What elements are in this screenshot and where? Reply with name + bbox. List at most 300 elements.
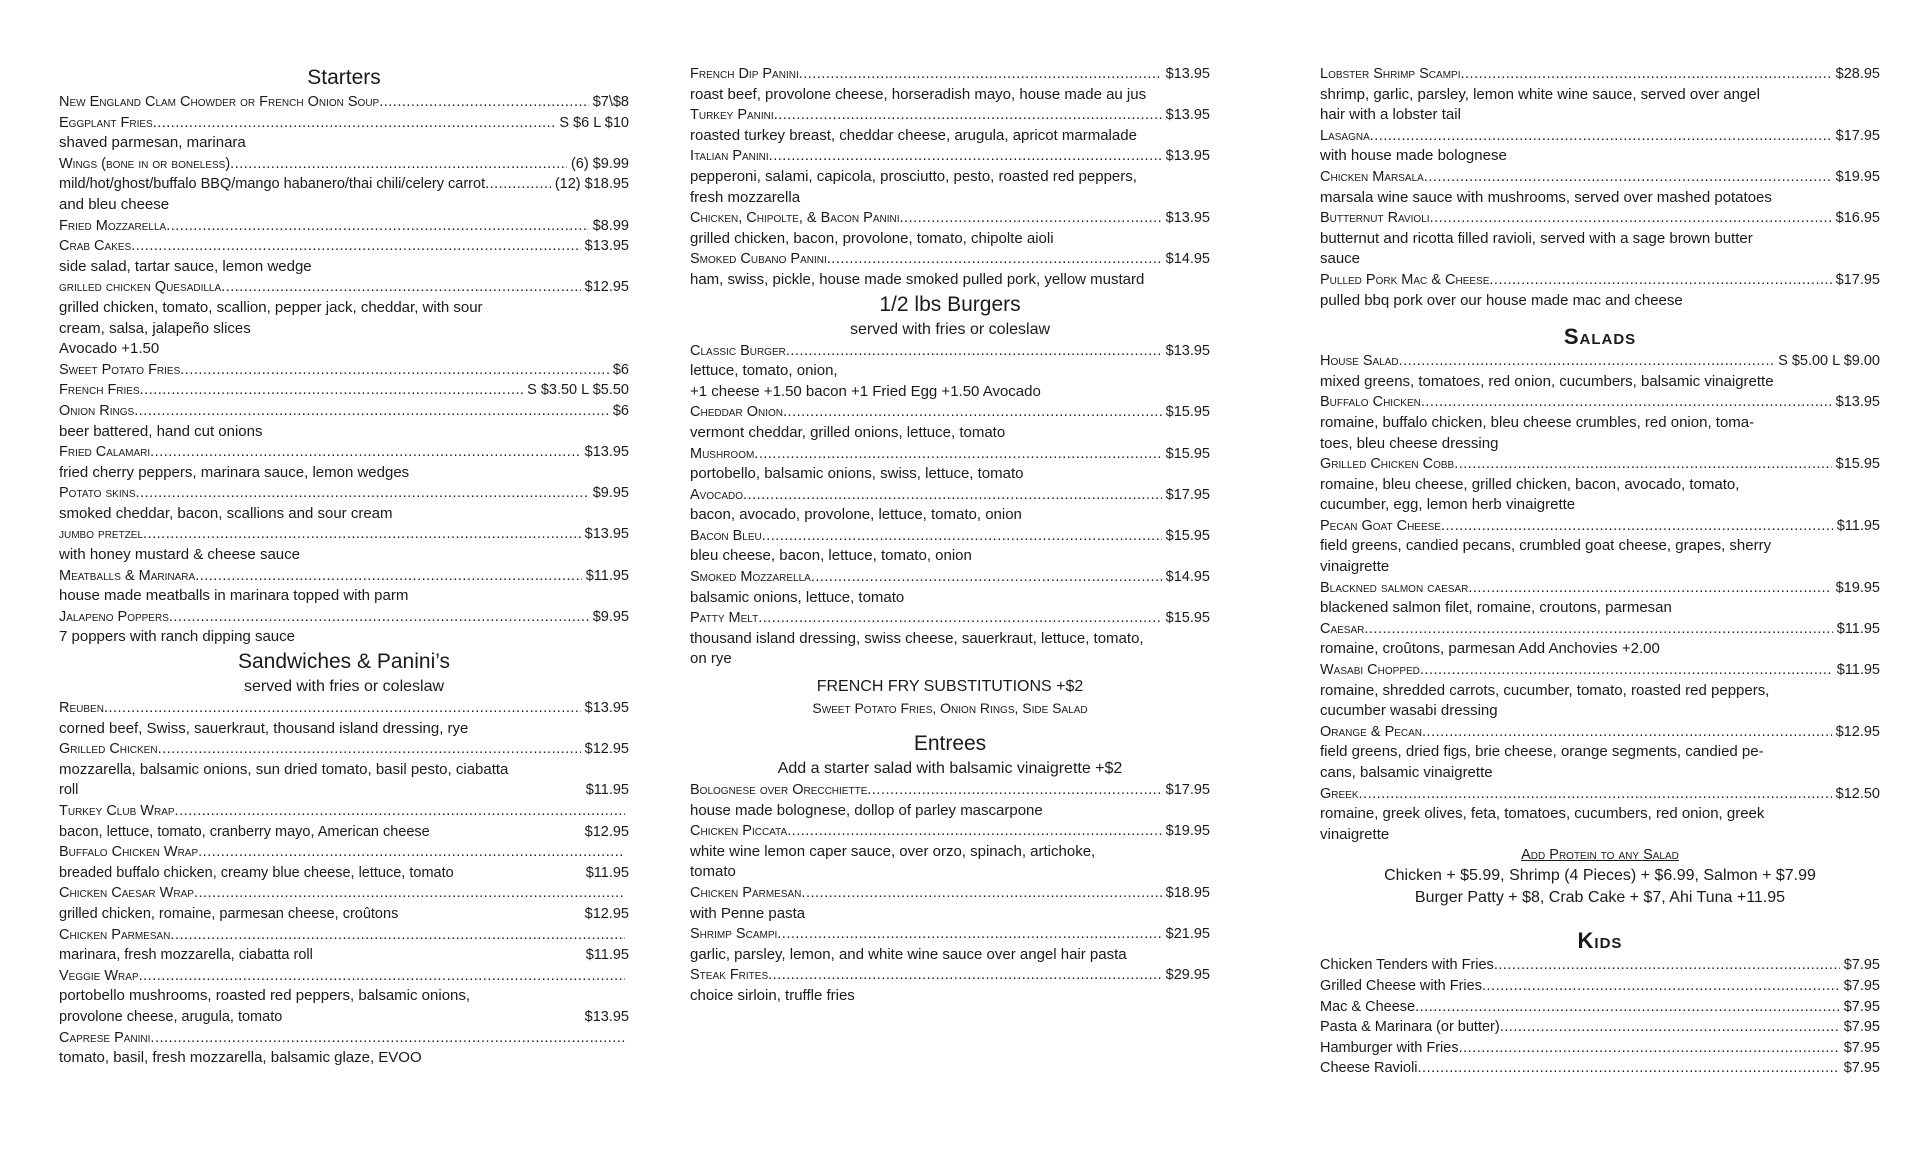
item-price: $14.95 [1165,251,1210,268]
item-price: $17.95 [1165,486,1210,503]
item-description: vinaigrette [1320,825,1390,843]
item-price: $21.95 [1165,926,1210,943]
leader-dots [175,801,625,822]
menu-item [690,208,1210,229]
item-name: Jalapeno Poppers [59,608,169,625]
item-price: $6 [612,402,629,419]
leader-dots [140,380,524,401]
item-name: mild/hot/ghost/buffalo BBQ/mango habanero/thai chili/celery carrot [59,176,486,193]
menu-item [59,863,629,884]
leader-dots [774,105,1162,126]
leader-dots [139,966,625,987]
item-name: Cheddar Onion [690,404,784,421]
item-description: garlic, parsley, lemon, and white wine sauce over angel hair pasta [690,945,1127,963]
item-price: $14.95 [1165,569,1210,586]
menu-item [59,216,629,237]
leader-dots [180,360,609,381]
leader-dots [1500,1017,1840,1038]
item-price: $12.95 [584,823,629,840]
menu-item [1320,619,1880,640]
item-price: $7.95 [1843,1039,1880,1056]
leader-dots [195,566,582,587]
item-price: $11.95 [585,782,629,799]
item-price: $12.95 [584,741,629,758]
leader-dots [758,608,1161,629]
item-description: vinaigrette [1320,558,1390,576]
item-name: marinara, fresh mozzarella, ciabatta roll [59,947,313,964]
item-name: Italian Panini [690,148,769,165]
item-price: (12) $18.95 [554,176,629,193]
item-description: pepperoni, salami, capicola, prosciutto, pesto, roasted red peppers, [690,167,1137,185]
section-subtitle: Add a starter salad with balsamic vinaigrette +$2 [777,760,1123,778]
item-name: provolone cheese, arugula, tomato [59,1008,283,1025]
leader-dots [801,883,1161,904]
item-description: 7 poppers with ranch dipping sauce [59,628,295,646]
menu-item [59,739,629,760]
leader-dots [131,236,580,257]
item-description: tomato [690,863,736,881]
item-price: $15.95 [1165,527,1210,544]
leader-dots [769,146,1162,167]
item-price: $13.95 [1165,107,1210,124]
item-price: $11.95 [585,864,629,881]
menu-item [59,904,629,925]
leader-dots [230,154,567,175]
leader-dots [787,821,1162,842]
menu-column-3 [1320,64,1880,1079]
menu-item [690,608,1210,629]
item-name: Lobster Shrimp Scampi [1320,66,1461,82]
leader-dots [1420,660,1833,681]
item-description: bleu cheese, bacon, lettuce, tomato, onion [690,547,972,565]
item-price: $13.95 [584,700,629,717]
item-description: white wine lemon caper sauce, over orzo, spinach, artichoke, [690,842,1096,860]
menu-item [1320,270,1880,291]
item-description: fried cherry peppers, marinara sauce, lemon wedges [59,463,410,481]
item-name: Eggplant Fries [59,114,153,131]
item-price: S $3.50 L $5.50 [527,382,629,399]
item-name: Butternut Ravioli [1320,210,1430,227]
item-price: $13.95 [584,1008,629,1025]
item-name: Turkey Club Wrap [59,803,175,819]
item-price: $12.95 [1835,723,1880,740]
item-name: Chicken Caesar Wrap [59,885,194,902]
leader-dots [754,444,1161,465]
menu-item [1320,722,1880,743]
leader-dots [1422,722,1832,743]
menu-item [690,567,1210,588]
item-description: toes, bleu cheese dressing [1320,434,1499,452]
item-price: (6) $9.99 [570,155,629,172]
item-name: Wings (bone in or boneless) [59,155,231,172]
item-price: $12.50 [1835,785,1880,802]
item-name: Buffalo Chicken [1320,394,1421,411]
item-name: Grilled Chicken [59,741,158,758]
menu-item [1320,1058,1880,1079]
item-price: $12.95 [584,905,629,922]
menu-item [59,360,629,381]
menu-item [690,402,1210,423]
leader-dots [1421,392,1832,413]
leader-dots [827,249,1162,270]
menu-item [1320,660,1880,681]
item-name: Blackned salmon caesar [1320,579,1469,596]
item-name: Onion Rings [59,402,135,419]
item-name: Crab Cakes [59,238,132,255]
item-description: corned beef, Swiss, sauerkraut, thousand island dressing, rye [59,719,469,737]
item-description: cucumber, egg, lemon herb vinaigrette [1320,496,1576,514]
item-name: House Salad [1320,353,1399,370]
item-name: Fried Calamari [59,444,151,461]
menu-item [59,401,629,422]
item-price: $7.95 [1843,1019,1880,1036]
item-price: $13.95 [1835,394,1880,411]
menu-item [690,341,1210,362]
item-description: balsamic onions, lettuce, tomato [690,588,905,606]
menu-item [59,842,629,863]
item-description: roasted turkey breast, cheddar cheese, arugula, apricot marmalade [690,126,1137,144]
item-price: $29.95 [1165,967,1210,984]
item-name: Hamburger with Fries [1320,1039,1459,1056]
item-description: blackened salmon filet, romaine, croutons, parmesan [1320,599,1672,617]
menu-item [1320,208,1880,229]
menu-item [1320,1017,1880,1038]
leader-dots [1494,955,1840,976]
item-price: $7\$8 [592,94,629,110]
item-name: bacon, lettuce, tomato, cranberry mayo, American cheese [59,823,430,840]
menu-column-1 [59,64,629,1069]
item-price: $7.95 [1843,957,1880,974]
item-description: field greens, dried figs, brie cheese, orange segments, candied pe- [1320,743,1764,761]
item-description: and bleu cheese [59,195,170,213]
item-name: Veggie Wrap [59,967,139,984]
leader-dots [786,341,1162,362]
item-price: $28.95 [1835,66,1880,82]
item-name: Chicken Marsala [1320,168,1424,185]
leader-dots [166,216,588,237]
leader-dots [799,64,1162,85]
leader-dots [762,526,1162,547]
item-name: grilled chicken, romaine, parmesan cheese, croûtons [59,905,399,922]
leader-dots [1415,997,1840,1018]
item-name: Grilled Cheese with Fries [1320,977,1482,994]
menu-item [59,780,629,801]
item-description: grilled chicken, tomato, scallion, pepper jack, cheddar, with sour [59,298,483,316]
item-description: vermont cheddar, grilled onions, lettuce, tomato [690,423,1006,441]
leader-dots [743,485,1162,506]
section-subtitle: served with fries or coleslaw [243,678,445,696]
item-description: cans, balsamic vinaigrette [1320,764,1493,781]
item-name: Turkey Panini [690,107,774,124]
item-price: $19.95 [1835,168,1880,185]
item-description: portobello, balsamic onions, swiss, lettuce, tomato [690,465,1024,483]
item-description: mixed greens, tomatoes, red onion, cucumbers, balsamic vinaigrette [1320,372,1774,390]
item-description: fresh mozzarella [690,188,801,206]
item-description: smoked cheddar, bacon, scallions and sour cream [59,504,393,522]
item-name: Pecan Goat Cheese [1320,517,1441,534]
leader-dots [783,402,1162,423]
item-price: $15.95 [1165,445,1210,462]
leader-dots [194,883,625,904]
item-name: Greek [1320,785,1359,802]
menu-item [1320,955,1880,976]
item-description: butternut and ricotta filled ravioli, served with a sage brown butter [1320,229,1753,247]
menu-item [59,524,629,545]
item-price: $11.95 [1836,620,1880,637]
item-name: Smoked Cubano Panini [690,251,827,268]
item-name: Orange & Pecan [1320,723,1423,740]
item-name: Reuben [59,700,104,717]
item-description: shaved parmesan, marinara [59,134,246,152]
item-name: Sweet Potato Fries [59,361,181,378]
item-description: cream, salsa, jalapeño slices [59,319,251,337]
item-price: S $6 L $10 [559,114,629,131]
menu-item [59,154,629,175]
item-description: tomato, basil, fresh mozzarella, balsamic glaze, EVOO [59,1049,422,1067]
menu-item [1320,516,1880,537]
item-name: Pulled Pork Mac & Cheese [1320,271,1490,288]
item-description: romaine, bleu cheese, grilled chicken, bacon, avocado, tomato, [1320,475,1740,493]
item-description: with honey mustard & cheese sauce [59,546,300,564]
item-price: $17.95 [1835,271,1880,288]
menu-item [1320,997,1880,1018]
menu-item [59,925,629,946]
leader-dots [900,208,1162,229]
item-name: Lasagna [1320,127,1370,144]
item-description: lettuce, tomato, onion, [690,362,838,380]
menu-item [59,113,629,134]
item-name: grilled chicken Quesadilla [59,279,222,296]
leader-dots [1418,1058,1840,1079]
item-description: cucumber wasabi dressing [1320,702,1498,720]
item-price: $11.95 [585,567,629,584]
section-title: Kids [1577,928,1623,954]
leader-dots [221,277,580,298]
menu-item [690,924,1210,945]
add-protein-heading: Add Protein to any Salad [1521,847,1679,864]
item-price: $9.95 [592,608,629,625]
menu-item [690,146,1210,167]
menu-item [59,236,629,257]
leader-dots [169,607,589,628]
item-name: jumbo pretzel [59,526,144,543]
leader-dots [136,483,589,504]
item-name: Grilled Chicken Cobb [1320,456,1455,473]
leader-dots [104,698,581,719]
item-name: Cheese Ravioli [1320,1060,1418,1077]
leader-dots [379,92,588,113]
menu-item [690,105,1210,126]
menu-item [59,483,629,504]
item-price: $13.95 [584,444,629,461]
menu-item [59,92,629,113]
item-description: beer battered, hand cut onions [59,422,263,440]
item-name: Avocado [690,486,744,503]
item-description: roast beef, provolone cheese, horseradish mayo, house made au jus [690,85,1147,103]
leader-dots [158,739,581,760]
menu-note: Burger Patty + $8, Crab Cake + $7, Ahi Tuna +11.95 [1414,889,1786,907]
item-name: Buffalo Chicken Wrap [59,844,199,861]
item-name: Bolognese over Orecchiette [690,782,868,799]
leader-dots [198,842,625,863]
item-price: $17.95 [1165,782,1210,799]
item-description: mozzarella, balsamic onions, sun dried tomato, basil pesto, ciabatta [59,760,509,778]
item-name: roll [59,782,79,799]
menu-item [59,607,629,628]
section-title: Entrees [913,732,987,756]
item-description: sauce [1320,250,1361,268]
menu-item [1320,454,1880,475]
item-price: $19.95 [1835,579,1880,596]
menu-note-options: Sweet Potato Fries, Onion Rings, Side Salad [812,700,1088,717]
section-subtitle: served with fries or coleslaw [849,320,1051,338]
item-price: $19.95 [1165,823,1210,840]
leader-dots [1482,976,1840,997]
item-name: Chicken Piccata [690,823,788,840]
menu-item [59,1007,629,1028]
item-name: Fried Mozzarella [59,217,167,234]
section-title: Sandwiches & Panini’s [237,650,451,674]
item-name: Chicken, Chipolte, & Bacon Panini [690,210,900,227]
item-name: Patty Melt [690,610,759,627]
item-name: breaded buffalo chicken, creamy blue cheese, lettuce, tomato [59,864,454,881]
item-price: $7.95 [1843,977,1880,994]
menu-note: Chicken + $5.99, Shrimp (4 Pieces) + $6.99, Salmon + $7.99 [1384,867,1816,885]
menu-item [59,822,629,843]
menu-note: FRENCH FRY SUBSTITUTIONS +$2 [816,678,1084,696]
item-name: Chicken Tenders with Fries [1320,957,1494,974]
item-description: house made bolognese, dollop of parley mascarpone [690,801,1043,819]
menu-item [690,883,1210,904]
leader-dots [1441,516,1833,537]
item-name: Smoked Mozzarella [690,569,811,586]
menu-item [690,821,1210,842]
menu-item [690,780,1210,801]
item-price: $18.95 [1165,885,1210,901]
item-price: $12.95 [584,279,629,296]
item-name: Wasabi Chopped [1320,662,1420,679]
item-price: $11.95 [1836,517,1880,534]
menu-item [690,64,1210,85]
item-description: shrimp, garlic, parsley, lemon white wine sauce, served over angel [1320,85,1760,103]
item-description: house made meatballs in marinara topped with parm [59,587,409,605]
menu-item [1320,351,1880,372]
item-name: French Fries [59,382,140,399]
item-description: hair with a lobster tail [1320,106,1461,124]
menu-item [59,174,629,195]
leader-dots [1459,1038,1840,1059]
item-price: $17.95 [1835,127,1880,144]
menu-item [1320,64,1880,85]
item-description: choice sirloin, truffle fries [690,986,855,1004]
leader-dots [150,442,580,463]
item-price: S $5.00 L $9.00 [1778,353,1880,370]
menu-item [59,945,629,966]
item-description: bacon, avocado, provolone, lettuce, tomato, onion [690,506,1022,524]
item-description: romaine, greek olives, feta, tomatoes, cucumbers, red onion, greek [1320,805,1765,823]
menu-item [690,526,1210,547]
item-description: with house made bolognese [1320,147,1507,165]
section-title: 1/2 lbs Burgers [879,292,1021,316]
leader-dots [777,924,1161,945]
item-name: New England Clam Chowder or French Onion Soup [59,94,380,110]
leader-dots [1370,126,1832,147]
item-description: field greens, candied pecans, crumbled goat cheese, grapes, sherry [1320,537,1772,555]
section-title: Starters [307,66,381,89]
item-name: Bacon Bleu [690,527,762,544]
item-price: $16.95 [1835,210,1880,227]
item-description: thousand island dressing, swiss cheese, sauerkraut, lettuce, tomato, [690,629,1144,647]
item-price: $11.95 [585,947,629,964]
item-price: $13.95 [1165,342,1210,359]
menu-item [59,566,629,587]
section-title: Salads [1563,324,1637,350]
item-description: romaine, croûtons, parmesan Add Anchovies +2.00 [1320,640,1660,658]
item-description: romaine, buffalo chicken, bleu cheese crumbles, red onion, toma- [1320,413,1755,431]
item-name: Mushroom [690,445,755,462]
leader-dots [867,780,1161,801]
menu-item [1320,392,1880,413]
item-name: Classic Burger [690,342,786,359]
item-price: $8.99 [592,217,629,234]
item-description: on rye [690,650,732,668]
leader-dots [811,567,1162,588]
item-description: +1 cheese +1.50 bacon +1 Fried Egg +1.50 Avocado [690,382,1041,400]
item-name: Chicken Parmesan [690,885,802,901]
menu-item [59,801,629,822]
leader-dots [485,174,551,195]
item-name: Chicken Parmesan [59,926,171,943]
menu-item [1320,784,1880,805]
leader-dots [143,524,581,545]
menu-item [59,966,629,987]
item-description: grilled chicken, bacon, provolone, tomato, chipolte aioli [690,229,1054,247]
leader-dots [1430,208,1832,229]
item-name: Meatballs & Marinara [59,567,196,584]
leader-dots [1424,167,1832,188]
menu-item [1320,1038,1880,1059]
item-name: Shrimp Scampi [690,926,778,943]
item-price: $6 [612,361,629,378]
leader-dots [768,965,1162,986]
item-name: Potato skins [59,485,136,502]
item-price: $13.95 [584,526,629,543]
item-price: $15.95 [1835,456,1880,473]
item-description: Avocado +1.50 [59,340,160,358]
item-name: French Dip Panini [690,66,799,82]
item-name: Steak Frites [690,967,769,984]
item-price: $15.95 [1165,404,1210,421]
item-price: $13.95 [1165,66,1210,82]
item-price: $13.95 [1165,210,1210,227]
menu-item [1320,578,1880,599]
leader-dots [153,113,556,134]
item-price: $13.95 [584,238,629,255]
menu-item [59,277,629,298]
menu-item [690,965,1210,986]
leader-dots [134,401,609,422]
menu-item [59,1028,629,1049]
item-description: side salad, tartar sauce, lemon wedge [59,257,312,275]
item-name: Pasta & Marinara (or butter) [1320,1019,1500,1036]
item-name: Mac & Cheese [1320,998,1416,1015]
menu-item [690,249,1210,270]
menu-item [690,444,1210,465]
item-price: $15.95 [1165,610,1210,627]
leader-dots [1364,619,1832,640]
item-name: Caprese Panini [59,1029,151,1046]
leader-dots [1468,578,1831,599]
